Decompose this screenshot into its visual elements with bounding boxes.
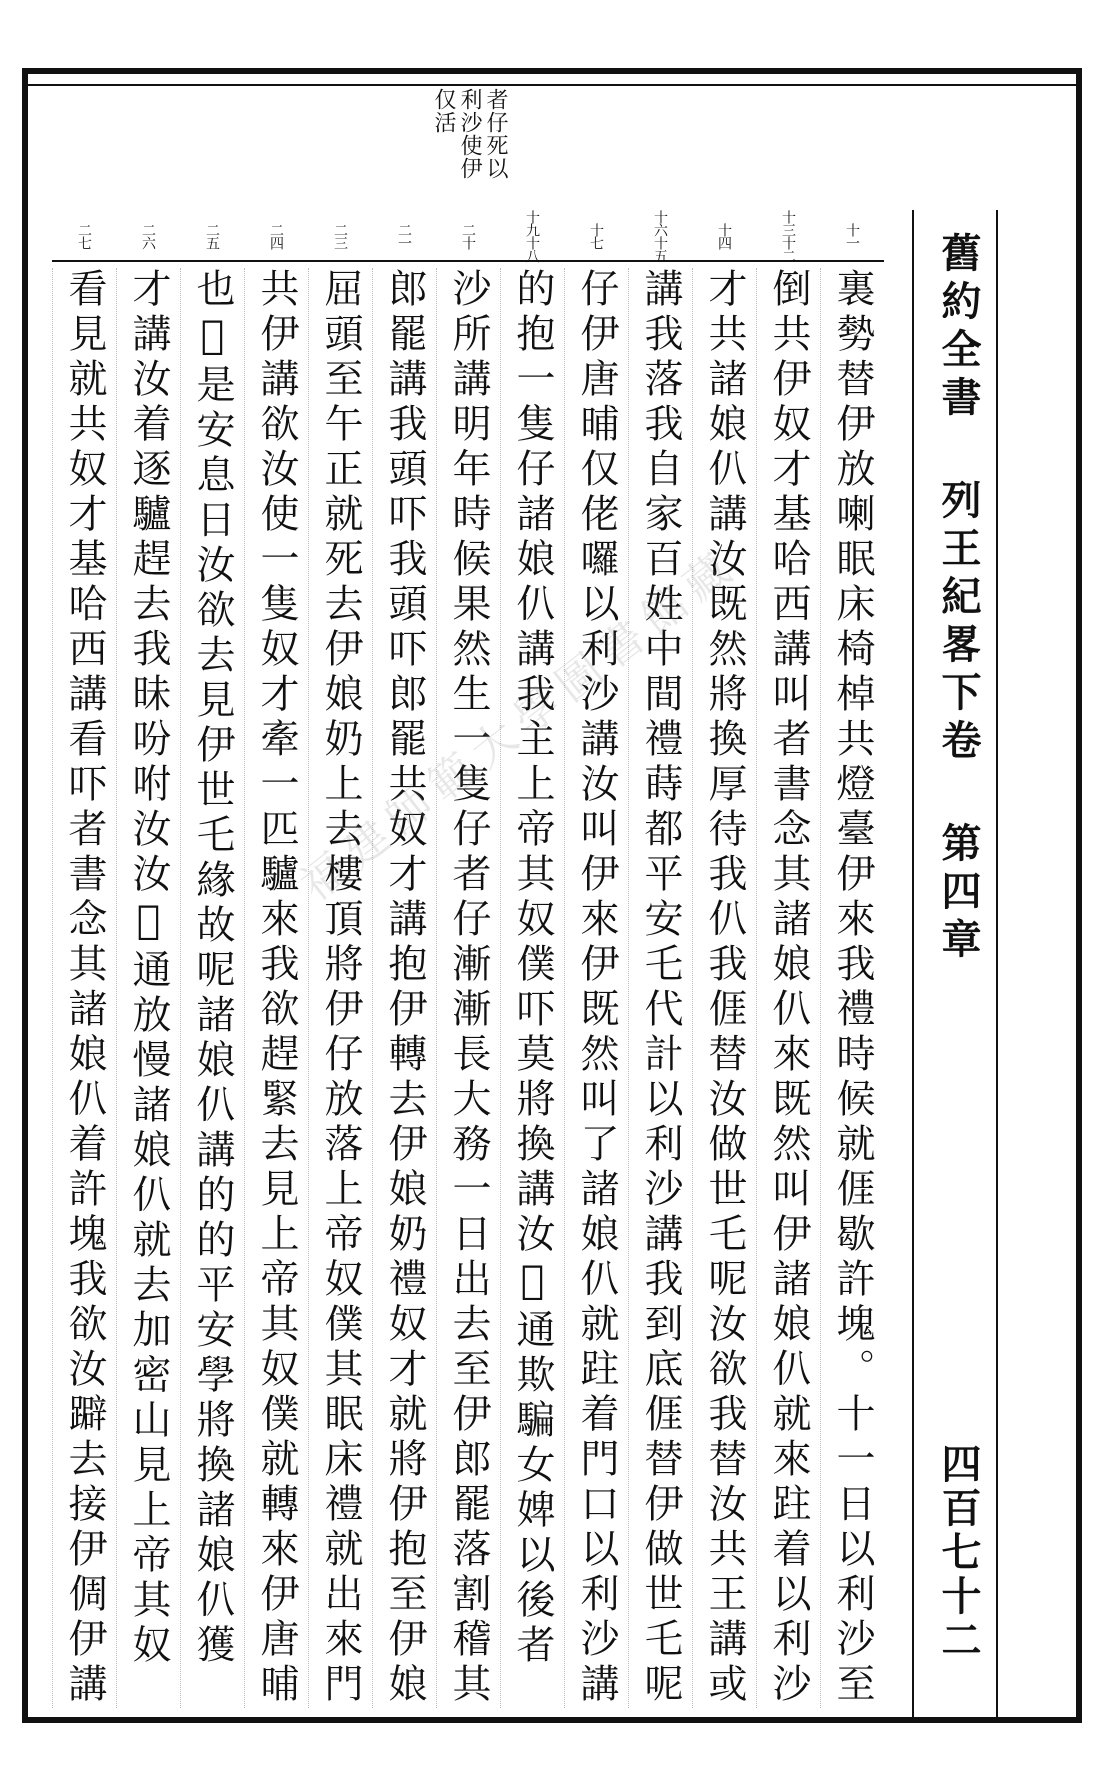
text-column: 裏勢替伊放喇眠床椅棹共燈臺伊來我禮時候就𠊎歇許塊。十一日以利沙至 (820, 268, 884, 1708)
line-number: 十一 (844, 223, 860, 249)
line-number: 二七 (76, 223, 92, 249)
text-area (52, 210, 884, 1723)
page-title: 舊約全書 列王紀畧下卷 第四章 (935, 232, 982, 966)
text-column: 看見就共奴才基哈西講看吓者書念其諸娘仈着許塊我欲汝躃去接伊倜伊講 (52, 268, 116, 1708)
line-number: 十四 (716, 223, 732, 249)
line-number: 二五 (204, 223, 220, 249)
page-number: 四百七十二 (935, 1443, 982, 1663)
line-number: 十六十五 (652, 210, 668, 262)
text-column: 才講汝着逐驢趕去我昧吩咐汝汝𠆧通放慢諸娘仈就去加密山見上帝其奴 (116, 268, 180, 1708)
marginal-note: 者仔死以利沙使伊仅活 (431, 88, 508, 180)
line-number: 二六 (140, 223, 156, 249)
text-column: 屈頭至午正就死去伊娘奶上去樓頂將伊仔放落上帝奴僕其眠床禮就出來門 (308, 268, 372, 1708)
text-columns (52, 268, 884, 1708)
line-number: 十七 (588, 223, 604, 249)
text-column: 倒共伊奴才基哈西講叫者書念其諸娘仈來既然叫伊諸娘仈就來跓着以利沙 (756, 268, 820, 1708)
text-column: 共伊講欲汝使一隻奴才牽一匹驢來我欲趕緊去見上帝其奴僕就轉來伊唐晡 (244, 268, 308, 1708)
line-number: 二三 (332, 223, 348, 249)
line-number-row (52, 210, 884, 262)
text-column: 郎罷講我頭吓我頭吓郎罷共奴才講抱伊轉去伊娘奶禮奴才就將伊抱至伊娘 (372, 268, 436, 1708)
line-number: 十三十二 (780, 210, 796, 262)
header-margin (912, 210, 998, 1723)
top-rule (22, 84, 1082, 86)
text-column: 才共諸娘仈講汝既然將換厚待我仈我𠊎替汝做世乇呢汝欲我替汝共王講或 (692, 268, 756, 1708)
text-column: 仔伊唐晡仅佬囉以利沙講汝叫伊來伊既然叫了諸娘仈就跓着門口以利沙講 (564, 268, 628, 1708)
line-number: 二十 (460, 223, 476, 249)
text-column: 沙所講明年時候果然生一隻仔者仔漸漸長大務一日出去至伊郎罷落割稽其 (436, 268, 500, 1708)
watermark: 福建師範大學圖書館藏 (291, 538, 749, 912)
text-column: 也𠆧是安息日汝欲去見伊世乇緣故呢諸娘仈講的的平安學將換諸娘仈獲 (180, 268, 244, 1708)
page-body (22, 210, 1082, 1723)
text-column: 的抱一隻仔諸娘仈講我主上帝其奴僕吓莫將換講汝𠆧通欺騙女婢以後者 (500, 268, 564, 1708)
text-column: 講我落我自家百姓中間禮蒔都平安乇代計以利沙講我到底𠊎替伊做世乇呢 (628, 268, 692, 1708)
line-number: 二四 (268, 223, 284, 249)
line-number: 二一 (396, 223, 412, 249)
line-number: 十九十八 (524, 210, 540, 262)
